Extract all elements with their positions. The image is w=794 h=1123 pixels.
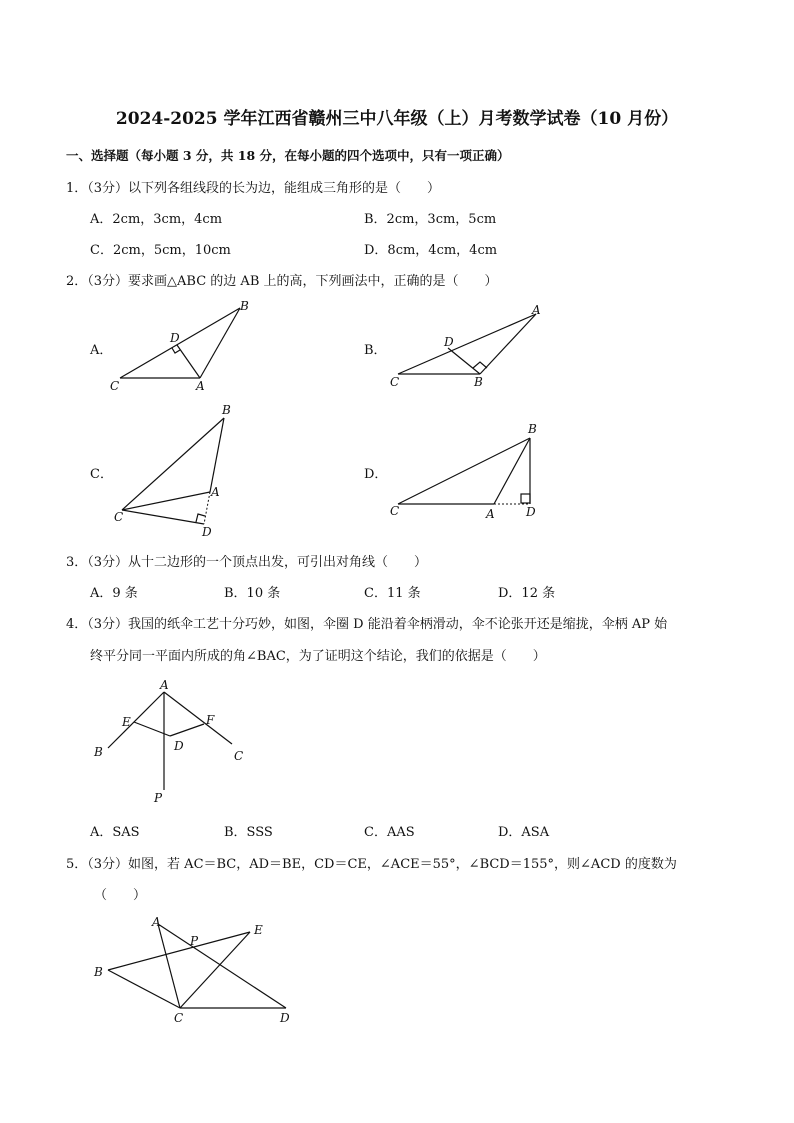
question-4-stem-line2: 终平分同一平面内所成的角∠BAC，为了证明这个结论，我们的依据是（ ） <box>90 649 546 664</box>
page-title: 2024-2025 学年江西省赣州三中八年级（上）月考数学试卷（10 月份） <box>115 109 679 129</box>
label-a: A <box>486 507 495 521</box>
label-d: D <box>444 335 454 349</box>
q2-option-a[interactable]: A． <box>90 343 113 358</box>
label-a: A <box>532 303 541 317</box>
label-b: B <box>94 965 103 979</box>
q4-option-b[interactable]: B．SSS <box>224 825 273 840</box>
question-5-stem-line2: （ ） <box>94 888 147 903</box>
label-a: A <box>152 915 161 929</box>
question-2-stem: 2．（3分）要求画△ABC 的边 AB 上的高，下列画法中，正确的是（ ） <box>66 274 498 289</box>
label-c: C <box>174 1011 184 1025</box>
label-d: D <box>170 331 180 345</box>
q3-option-d[interactable]: D．12 条 <box>498 586 556 601</box>
q3-option-a[interactable]: A．9 条 <box>90 586 138 601</box>
label-b: B <box>528 422 537 436</box>
q1-option-c[interactable]: C．2cm，5cm，10cm <box>90 243 231 258</box>
label-a: A <box>196 379 205 393</box>
q3-option-b[interactable]: B．10 条 <box>224 586 281 601</box>
section-heading: 一、选择题（每小题 3 分，共 18 分，在每小题的四个选项中，只有一项正确） <box>66 148 510 163</box>
label-d: D <box>280 1011 290 1025</box>
label-d: D <box>174 739 184 753</box>
label-a: A <box>211 485 220 499</box>
q4-option-c[interactable]: C．AAS <box>364 825 415 840</box>
label-e: E <box>254 923 263 937</box>
label-p: P <box>154 791 163 805</box>
question-3-stem: 3．（3分）从十二边形的一个顶点出发，可引出对角线（ ） <box>66 555 428 570</box>
label-d: D <box>526 505 536 519</box>
label-c: C <box>114 510 124 524</box>
q1-option-a[interactable]: A．2cm，3cm，4cm <box>90 212 223 227</box>
q4-option-a[interactable]: A．SAS <box>90 825 140 840</box>
label-f: F <box>206 713 215 727</box>
q2-figure-b <box>388 302 548 392</box>
label-c: C <box>110 379 120 393</box>
label-b: B <box>94 745 103 759</box>
q2-figure-a <box>110 300 250 395</box>
label-b: B <box>474 375 483 389</box>
label-c: C <box>390 375 400 389</box>
label-p: P <box>190 934 199 948</box>
question-5-stem-line1: 5．（3分）如图，若 AC＝BC，AD＝BE，CD＝CE，∠ACE＝55°，∠BCD＝155°，则∠ACD 的度数为 <box>66 857 677 872</box>
q5-figure <box>90 910 300 1030</box>
label-b: B <box>222 403 231 417</box>
q4-option-d[interactable]: D．ASA <box>498 825 550 840</box>
label-e: E <box>122 715 131 729</box>
label-d: D <box>202 525 212 539</box>
q2-option-b[interactable]: B． <box>364 343 387 358</box>
label-c: C <box>390 504 400 518</box>
q1-option-d[interactable]: D．8cm，4cm，4cm <box>364 243 498 258</box>
q2-figure-d <box>388 420 548 520</box>
q4-umbrella-figure <box>90 678 250 806</box>
q2-option-d[interactable]: D． <box>364 467 388 482</box>
q1-option-b[interactable]: B．2cm，3cm，5cm <box>364 212 497 227</box>
question-4-stem-line1: 4．（3分）我国的纸伞工艺十分巧妙，如图，伞圈 D 能沿着伞柄滑动，伞不论张开还是缩拢，伞柄 AP 始 <box>66 617 668 632</box>
label-c: C <box>234 749 244 763</box>
label-a: A <box>160 678 169 692</box>
q2-option-c[interactable]: C． <box>90 467 113 482</box>
q3-option-c[interactable]: C．11 条 <box>364 586 421 601</box>
q2-figure-c <box>112 400 232 540</box>
question-1-stem: 1．（3分）以下列各组线段的长为边，能组成三角形的是（ ） <box>66 181 441 196</box>
label-b: B <box>240 299 249 313</box>
